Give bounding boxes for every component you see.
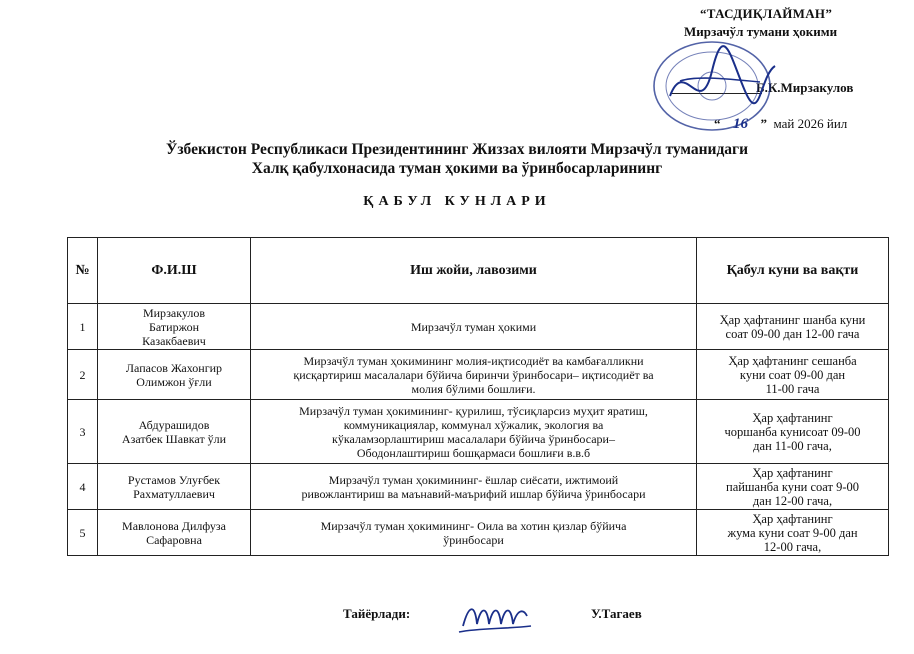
approval-position: Мирзачўл тумани ҳокими [684,24,838,39]
row-hours: Ҳар ҳафтанинг сешанба куни соат 09-00 дан 11-00 гача [697,350,889,400]
approval-title: “ТАСДИҚЛАЙМАН” [700,6,833,21]
table-row [68,510,889,556]
header-hours: Қабул куни ва вақти [697,238,889,304]
heading-line-2: Халқ қабулхонасида туман ҳокими ва ўринбосарларининг [251,160,663,177]
row-number: 1 [68,304,98,350]
row-name: Рустамов Улуғбек Рахматуллаевич [98,464,251,510]
row-hours: Ҳар ҳафтанинг пайшанба куни соат 9-00 дан 12-00 гача, [697,464,889,510]
schedule-table [67,237,889,556]
row-position: Мирзачўл туман ҳокимининг- ёшлар сиёсати, ижтимоий ривожлантириш ва маънавий-маърифий ишлар бўйича ўринбосари [251,464,697,510]
header-number: № [68,238,98,304]
table-row [68,350,889,400]
row-position: Мирзачўл туман ҳокимининг молия-иқтисодиёт ва камбағалликни қисқартириш масалалари бўйича биринчи ўринбосари– иқтисодиёт ва молия бўлими бошлиғи. [251,350,697,400]
row-name: Мирзакулов Батиржон Казакбаевич [98,304,251,350]
prepared-by-label: Тайёрлади: [343,606,411,621]
approval-date: “ 16 ” май 2026 йил [714,116,848,132]
row-position: Мирзачўл туман ҳокимининг- Оила ва хотин қизлар бўйича ўринбосари [251,510,697,556]
prepared-by-name: У.Тагаев [591,606,642,621]
row-hours: Ҳар ҳафтанинг шанба куни соат 09-00 дан 12-00 гача [697,304,889,350]
table-row [68,464,889,510]
row-name: Мавлонова Дилфуза Сафаровна [98,510,251,556]
row-number: 3 [68,400,98,464]
row-position: Мирзачўл туман ҳокимининг- қурилиш, тўсиқларсиз муҳит яратиш, коммуникациялар, коммунал хўжалик, экология ва кўкаламзорлаштириш масалалари бўйича ўринбосари– Ободонлаштириш бошқармаси бошлиғи в.в.б [251,400,697,464]
row-hours: Ҳар ҳафтанинг жума куни соат 9-00 дан 12-00 гача, [697,510,889,556]
row-number: 2 [68,350,98,400]
heading-title: ҚАБУЛ КУНЛАРИ [363,194,551,209]
table-header-row [68,238,889,304]
approval-name: Б.К.Мирзакулов [756,80,854,95]
heading-line-1: Ўзбекистон Республикаси Президентининг Жиззах вилояти Мирзачўл туманидаги [165,141,749,158]
table-row [68,304,889,350]
stamp-seal-icon [650,36,790,136]
row-hours: Ҳар ҳафтанинг чоршанба кунисоат 09-00 дан 11-00 гача, [697,400,889,464]
row-position: Мирзачўл туман ҳокими [251,304,697,350]
approval-day: 16 [733,116,748,132]
row-name: Абдурашидов Азатбек Шавкат ўли [98,400,251,464]
row-name: Лапасов Жахонгир Олимжон ўғли [98,350,251,400]
row-number: 4 [68,464,98,510]
header-name: Ф.И.Ш [98,238,251,304]
row-number: 5 [68,510,98,556]
approval-month-year: май 2026 йил [773,116,848,131]
table-row [68,400,889,464]
signature-icon [455,596,535,640]
header-position: Иш жойи, лавозими [251,238,697,304]
